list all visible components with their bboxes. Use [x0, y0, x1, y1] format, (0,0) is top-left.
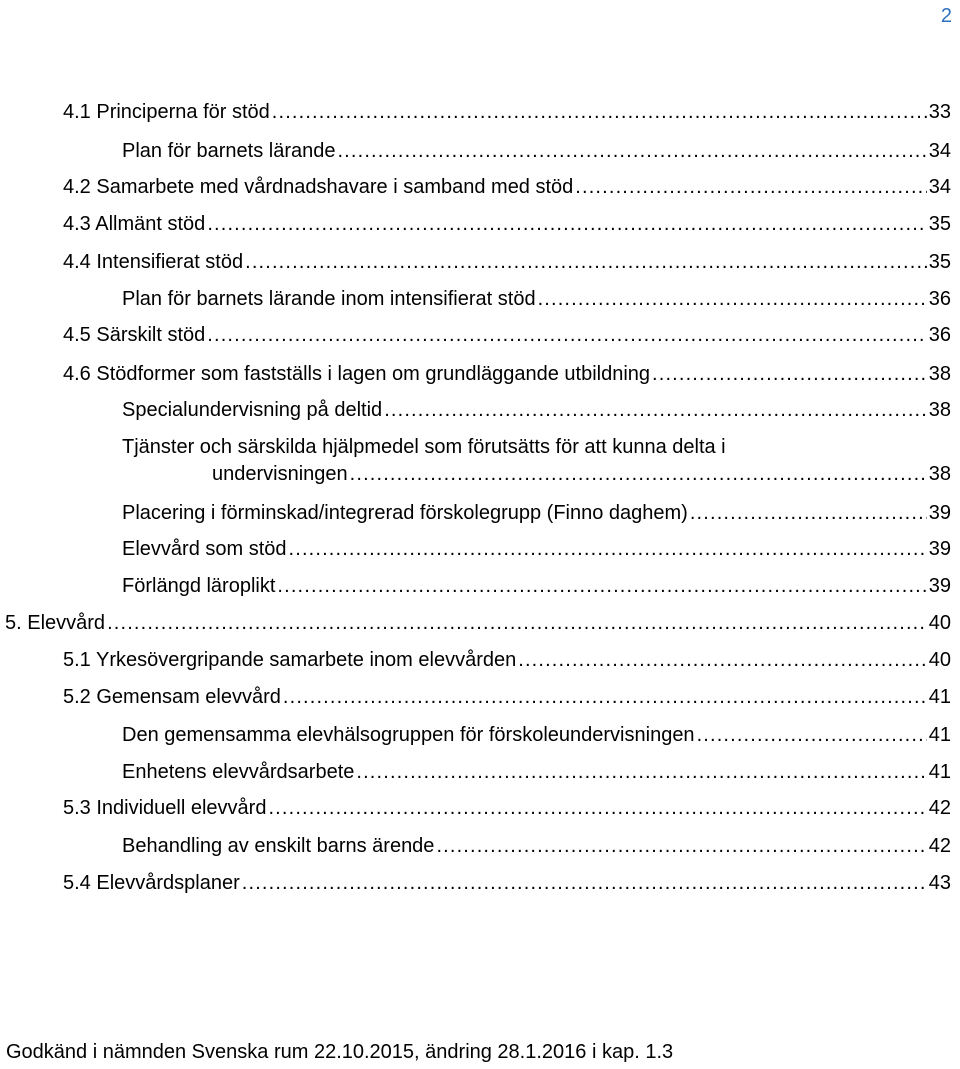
- toc-entry-page: 38: [928, 399, 951, 421]
- toc-entry-page: 39: [928, 575, 951, 597]
- toc-entry-title: 4.5 Särskilt stöd: [63, 324, 206, 346]
- toc-leader-dots: [268, 797, 926, 820]
- toc-entry-title: 5.3 Individuell elevvård: [63, 797, 267, 819]
- toc-entry[interactable]: [63, 686, 951, 709]
- toc-entry-title: 4.3 Allmänt stöd: [63, 213, 206, 235]
- toc-leader-dots: [518, 649, 927, 672]
- toc-entry[interactable]: [63, 872, 951, 895]
- toc-entry-page: 41: [928, 761, 951, 783]
- toc-entry-page: 36: [928, 288, 951, 310]
- toc-entry-title: Behandling av enskilt barns ärende: [122, 835, 435, 857]
- toc-entry-title: 5. Elevvård: [5, 612, 106, 634]
- toc-leader-dots: [272, 101, 927, 124]
- toc-entry[interactable]: [122, 399, 951, 422]
- toc-leader-dots: [652, 363, 927, 386]
- toc-entry-page: 35: [928, 251, 951, 273]
- toc-entry-title: Elevvård som stöd: [122, 538, 287, 560]
- toc-entry[interactable]: [63, 213, 951, 236]
- toc-entry-title: 5.1 Yrkesövergripande samarbete inom elevvården: [63, 649, 517, 671]
- page-number: 2: [940, 5, 952, 27]
- toc-entry[interactable]: [63, 176, 951, 199]
- toc-entry-page: 35: [928, 213, 951, 235]
- toc-leader-dots: [697, 724, 927, 747]
- toc-entry[interactable]: [122, 835, 951, 858]
- toc-entry-title: 4.1 Principerna för stöd: [63, 101, 270, 123]
- toc-entry[interactable]: [63, 797, 951, 820]
- toc-entry-page: 39: [928, 538, 951, 560]
- toc-entry-title: Den gemensamma elevhälsogruppen för förskoleundervisningen: [122, 724, 695, 746]
- toc-entry[interactable]: [63, 251, 951, 274]
- toc-leader-dots: [277, 575, 926, 598]
- toc-entry-title: Enhetens elevvårdsarbete: [122, 761, 355, 783]
- toc-entry[interactable]: [63, 363, 951, 386]
- toc-leader-dots: [242, 872, 927, 895]
- toc-entry-title: Specialundervisning på deltid: [122, 399, 383, 421]
- toc-entry-title: 4.6 Stödformer som fastställs i lagen om grundläggande utbildning: [63, 363, 651, 385]
- toc-entry-title: 5.4 Elevvårdsplaner: [63, 872, 240, 894]
- toc-leader-dots: [337, 140, 926, 163]
- toc-entry-page: 38: [928, 463, 951, 485]
- toc-entry-page: 33: [928, 101, 951, 123]
- toc-entry[interactable]: [5, 612, 951, 635]
- toc-leader-dots: [538, 288, 927, 311]
- toc-entry-title: Plan för barnets lärande inom intensifierat stöd: [122, 288, 536, 310]
- toc-entry-page: 36: [928, 324, 951, 346]
- toc-entry-title: 5.2 Gemensam elevvård: [63, 686, 281, 708]
- toc-entry[interactable]: [122, 502, 951, 525]
- toc-entry-page: 38: [928, 363, 951, 385]
- toc-entry[interactable]: [122, 538, 951, 561]
- toc-entry-page: 42: [928, 797, 951, 819]
- toc-leader-dots: [207, 324, 926, 347]
- toc-leader-dots: [289, 538, 927, 561]
- toc-leader-dots: [207, 213, 926, 236]
- toc-leader-dots: [436, 835, 926, 858]
- toc-entry[interactable]: [122, 761, 951, 784]
- toc-entry[interactable]: [122, 140, 951, 163]
- toc-entry-title: Plan för barnets lärande: [122, 140, 336, 162]
- toc-entry-page: 41: [928, 686, 951, 708]
- toc-leader-dots: [107, 612, 927, 635]
- toc-leader-dots: [283, 686, 927, 709]
- toc-entry[interactable]: [212, 463, 951, 486]
- toc-entry[interactable]: [122, 575, 951, 598]
- toc-entry-page: 34: [928, 140, 951, 162]
- toc-entry-page: 40: [928, 649, 951, 671]
- toc-entry-page: 39: [928, 502, 951, 524]
- toc-entry[interactable]: [122, 724, 951, 747]
- toc-entry-title-line1: Tjänster och särskilda hjälpmedel som förutsätts för att kunna delta i: [122, 436, 726, 458]
- toc-leader-dots: [690, 502, 927, 525]
- toc-leader-dots: [350, 463, 927, 486]
- toc-entry[interactable]: [63, 101, 951, 124]
- toc-entry[interactable]: [63, 649, 951, 672]
- toc-entry-page: 42: [928, 835, 951, 857]
- toc-leader-dots: [575, 176, 926, 199]
- toc-entry-title: Placering i förminskad/integrerad förskolegrupp (Finno daghem): [122, 502, 688, 524]
- toc-entry-page: 41: [928, 724, 951, 746]
- toc-leader-dots: [245, 251, 927, 274]
- toc-entry[interactable]: [122, 288, 951, 311]
- toc-entry-title: undervisningen: [212, 463, 348, 485]
- toc-entry[interactable]: [63, 324, 951, 347]
- toc-entry-page: 40: [928, 612, 951, 634]
- toc-entry-page: 34: [928, 176, 951, 198]
- toc-entry-title: Förlängd läroplikt: [122, 575, 276, 597]
- page-footer: Godkänd i nämnden Svenska rum 22.10.2015, ändring 28.1.2016 i kap. 1.3: [6, 1041, 674, 1063]
- toc-entry-title: 4.2 Samarbete med vårdnadshavare i samband med stöd: [63, 176, 574, 198]
- toc-entry-page: 43: [928, 872, 951, 894]
- toc-entry-title: 4.4 Intensifierat stöd: [63, 251, 244, 273]
- toc-leader-dots: [356, 761, 926, 784]
- toc-leader-dots: [384, 399, 927, 422]
